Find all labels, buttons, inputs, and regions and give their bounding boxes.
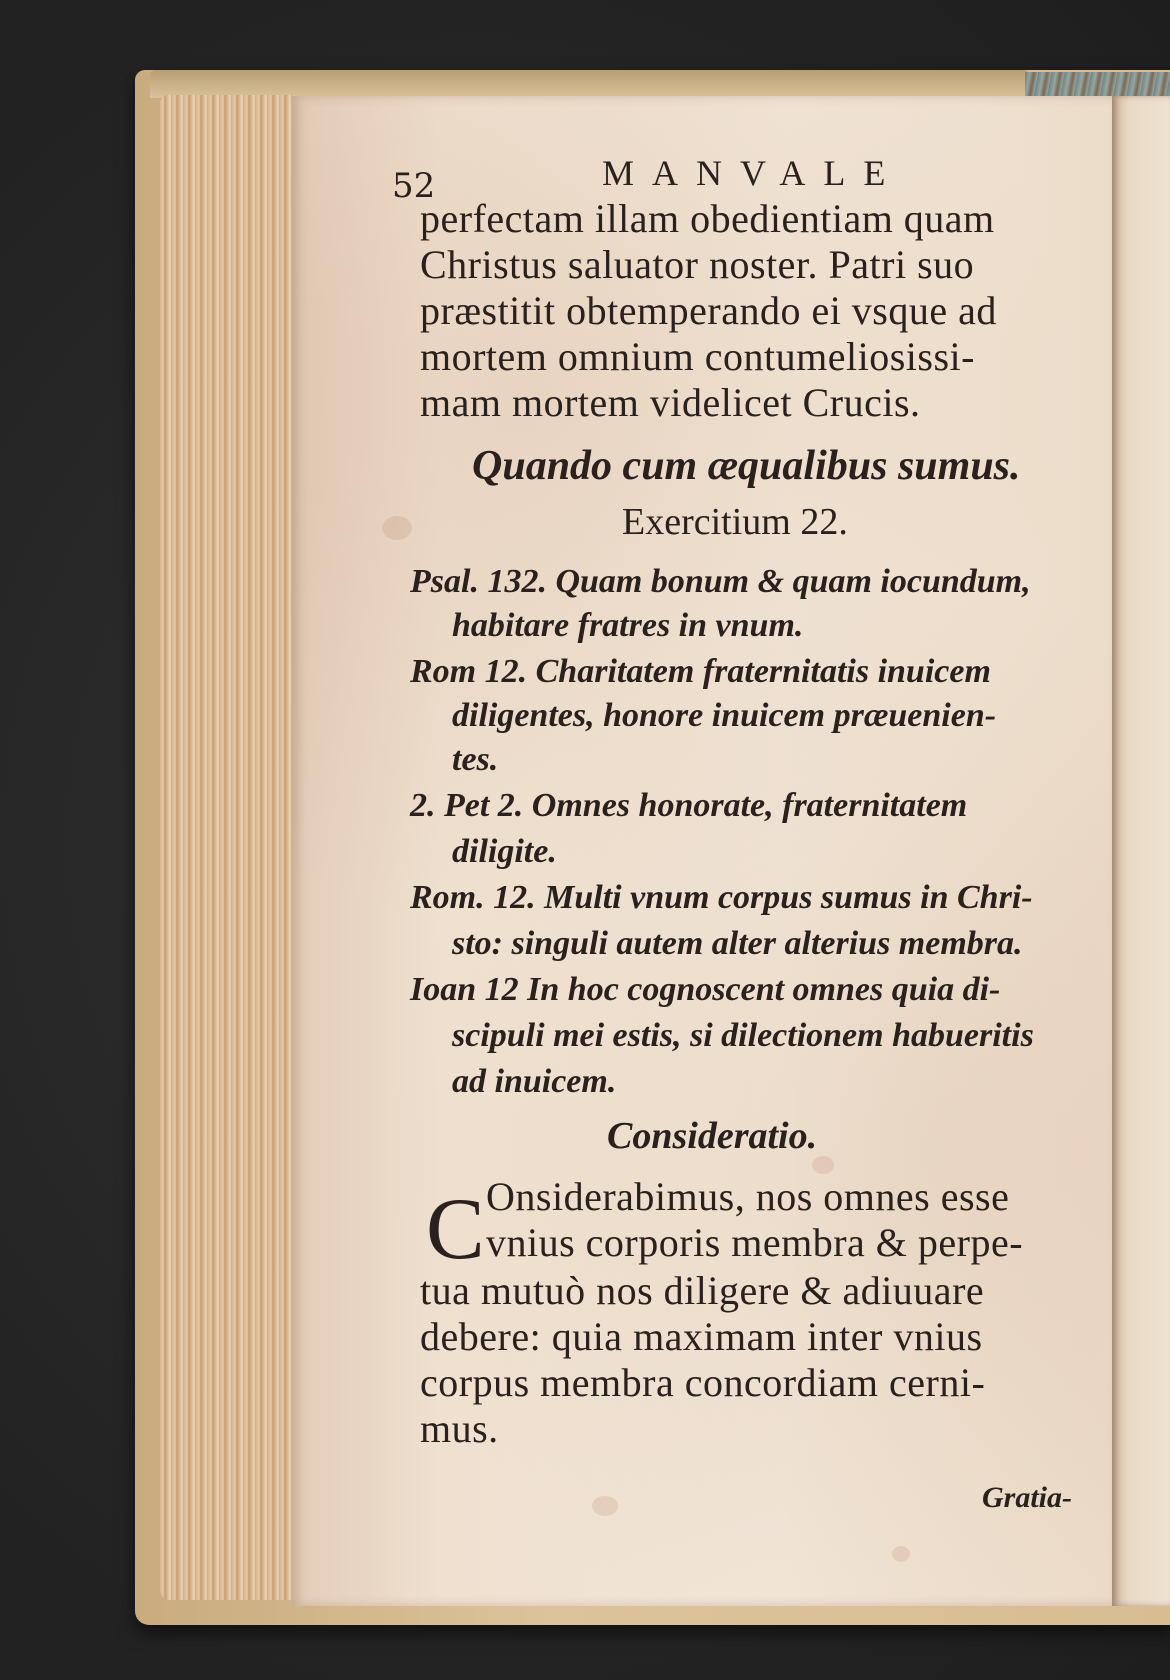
scripture-line: Rom. 12. Multi vnum corpus sumus in Chri- xyxy=(410,879,1033,916)
text-line: Onsiderabimus, nos omnes esse xyxy=(486,1174,1010,1219)
text-line: Christus saluator noster. Patri suo xyxy=(420,242,975,287)
scripture-line: Ioan 12 In hoc cognoscent omnes quia di- xyxy=(410,971,1001,1008)
drop-cap: C xyxy=(426,1181,485,1278)
catchword: Gratia- xyxy=(982,1481,1072,1514)
page-text xyxy=(292,96,1112,1606)
scripture-line: 2. Pet 2. Omnes honorate, fraternitatem xyxy=(410,787,968,824)
text-line: mam mortem videlicet Crucis. xyxy=(420,380,921,425)
scripture-line: habitare fratres in vnum. xyxy=(452,607,804,644)
text-line: perfectam illam obedientiam quam xyxy=(420,196,995,241)
scripture-line: diligite. xyxy=(452,833,557,870)
text-line: debere: quia maximam inter vnius xyxy=(420,1314,983,1359)
scripture-line: scipuli mei estis, si dilectionem habueritis xyxy=(452,1017,1034,1054)
text-line: præstitit obtemperando ei vsque ad xyxy=(420,288,997,333)
book-page xyxy=(292,96,1112,1606)
consideration-heading: Consideratio. xyxy=(607,1115,818,1157)
scripture-line: Rom 12. Charitatem fraternitatis inuicem xyxy=(410,653,991,690)
facing-page-edge xyxy=(1112,96,1170,1606)
text-line: tua mutuò nos diligere & adiuuare xyxy=(420,1268,985,1313)
running-head: MANVALE xyxy=(602,153,904,193)
book-top-edge xyxy=(150,70,1030,98)
text-line: mus. xyxy=(420,1406,499,1451)
text-line: corpus membra concordiam cerni- xyxy=(420,1360,986,1405)
exercise-label: Exercitium 22. xyxy=(622,501,848,543)
scripture-line: ad inuicem. xyxy=(452,1063,617,1100)
text-line: mortem omnium contumeliosissi- xyxy=(420,334,975,379)
text-line: vnius corporis membra & perpe- xyxy=(486,1220,1024,1265)
page-number: 52 xyxy=(392,166,436,206)
headband xyxy=(1025,72,1170,98)
scripture-line: Psal. 132. Quam bonum & quam iocundum, xyxy=(410,563,1031,600)
page-fore-edge xyxy=(160,95,295,1600)
scripture-line: diligentes, honore inuicem præuenien- xyxy=(452,697,997,734)
scripture-line: sto: singuli autem alter alterius membra. xyxy=(452,925,1023,962)
scripture-line: tes. xyxy=(452,741,499,778)
section-title: Quando cum æqualibus sumus. xyxy=(472,443,1021,489)
